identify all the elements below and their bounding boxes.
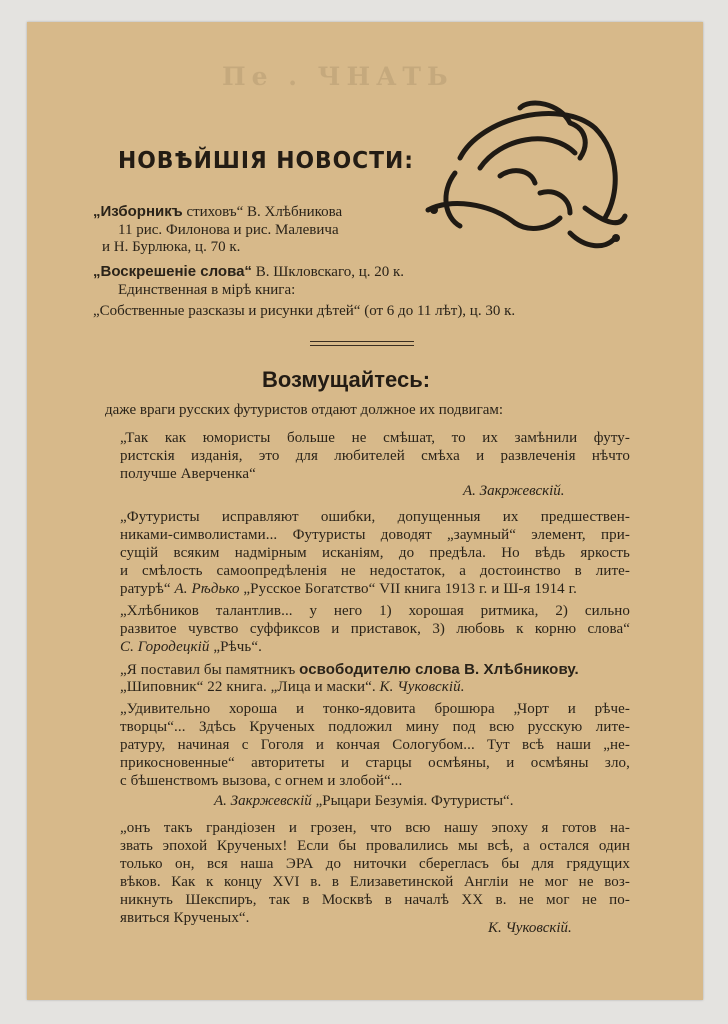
book-1-line-3: и Н. Бурлюка, ц. 70 к. <box>102 239 241 255</box>
quote-2-line: „Футуристы исправляют ошибки, допущенныя их предшествен- <box>120 509 630 525</box>
quote-6-line: явиться Крученых“. <box>120 910 250 926</box>
quote-2-last-prefix: ратурѣ“ <box>120 581 175 597</box>
quote-6-line: никнуть Шекспиръ, так в Москвѣ в началѣ XX в. не мог не по- <box>120 892 630 908</box>
book-3-rest: (от 6 до 11 лѣт), ц. 30 к. <box>360 303 516 319</box>
quote-4-line-2 <box>120 679 630 696</box>
quote-3-source: „Рѣчь“. <box>209 639 262 655</box>
quote-6-line: звать эпохой Крученых! Если бы провалились мы всѣ, а остался один <box>120 838 630 854</box>
book-3-line-1 <box>93 302 515 320</box>
quote-6-line: „онъ такъ грандіозен и грозен, что всю нашу эпоху я готов на- <box>120 820 630 836</box>
quote-6-line: вѣков. Как к концу XVI в. в Елизаветинской Англіи не мог не воз- <box>120 874 630 890</box>
section-title: Возмущайтесь: <box>262 367 431 392</box>
quote-2-line: сущій всяким надмірным исканіям, до предѣла. Но вѣдь яркость <box>120 545 630 561</box>
quote-5-source: „Рыцари Безумія. Футуристы“. <box>311 793 514 809</box>
divider-top <box>310 341 414 342</box>
quote-3-line: развитое чувство суффиксов и приставок, 3) любовь к корню слова“ <box>120 621 630 637</box>
book-1-title: „Изборникъ <box>93 203 183 220</box>
quote-4-author: К. Чуковскій. <box>379 679 465 695</box>
divider-bottom <box>310 345 414 346</box>
quote-5-line: прикосновенные“ авторитеты и старцы осмѣяны, и осмѣяны зло, <box>120 755 630 771</box>
quote-2-line: никами-символистами... Футуристы доводят „заумный“ элемент, при- <box>120 527 630 543</box>
book-1-line-2: 11 рис. Филонова и рис. Малевича <box>118 222 339 238</box>
book-2-line-2: Единственная в мірѣ книга: <box>118 282 296 298</box>
quote-4-source: „Шиповник“ 22 книга. „Лица и маски“. <box>120 679 380 695</box>
section-intro: даже враги русских футуристов отдают должное их подвигам: <box>105 402 504 418</box>
quote-4-line-1 <box>120 661 630 679</box>
quote-1-line: ристскія изданія, это для любителей смѣха и развлеченія нѣчто <box>120 448 630 464</box>
quote-1-line: получше Аверченка“ <box>120 466 256 482</box>
quote-2-author: А. Рѣдько <box>174 581 240 597</box>
quote-1-author: А. Закржевскій. <box>463 483 565 499</box>
quote-5-line: с бѣшенствомъ вызова, с огнем и злобой“... <box>120 773 403 789</box>
quote-4-bold: освободителю слова В. Хлѣбникову. <box>299 661 579 678</box>
quote-5-signature <box>214 793 513 810</box>
quote-5-author: А. Закржевскій <box>214 793 312 809</box>
quote-5-line: ратуру, начиная с Гоголя и кончая Сологубом... Тут всѣ наши „не- <box>120 737 630 753</box>
book-2-title: „Воскрешеніе слова“ <box>93 263 252 280</box>
quote-2-line: и смѣлость самоопредѣленія не недостаток, а достоинство в лите- <box>120 563 630 579</box>
book-1-line-1 <box>93 203 342 221</box>
quote-3-signature <box>120 639 630 656</box>
quote-3-line: „Хлѣбников талантлив... у него 1) хорошая ритмика, 2) сильно <box>120 603 630 619</box>
quote-1-line: „Так как юмористы больше не смѣшат, то их замѣнили футу- <box>120 430 630 446</box>
book-1-rest: стиховъ“ В. Хлѣбникова <box>182 204 343 220</box>
quote-2-source: „Русское Богатство“ VII книга 1913 г. и Ш-я 1914 г. <box>239 581 578 597</box>
quote-6-line: только он, вся наша ЭРА до ниточки сберегласъ бы для грядущих <box>120 856 630 872</box>
book-2-line-1 <box>93 263 404 281</box>
book-3-title: „Собственные разсказы и рисунки дѣтей“ <box>93 303 361 319</box>
quote-2-last-line <box>120 581 630 598</box>
quote-5-line: творцы“... Здѣсь Крученых подложил мину под всю русскую лите- <box>120 719 630 735</box>
page-title: НОВѢЙШІЯ НОВОСТИ: <box>118 148 414 174</box>
futurist-sketch-illustration <box>420 98 630 254</box>
quote-3-author: С. Городецкій <box>120 639 210 655</box>
quote-5-line: „Удивительно хороша и тонко-ядовита брошюра „Чорт и рѣче- <box>120 701 630 717</box>
bleed-through-text: Пе . ЧНАТЬ <box>222 62 454 91</box>
quote-6-author: К. Чуковскій. <box>488 920 572 936</box>
book-2-rest: В. Шкловскаго, ц. 20 к. <box>251 264 405 280</box>
quote-4-prefix: „Я поставил бы памятникъ <box>120 662 300 678</box>
